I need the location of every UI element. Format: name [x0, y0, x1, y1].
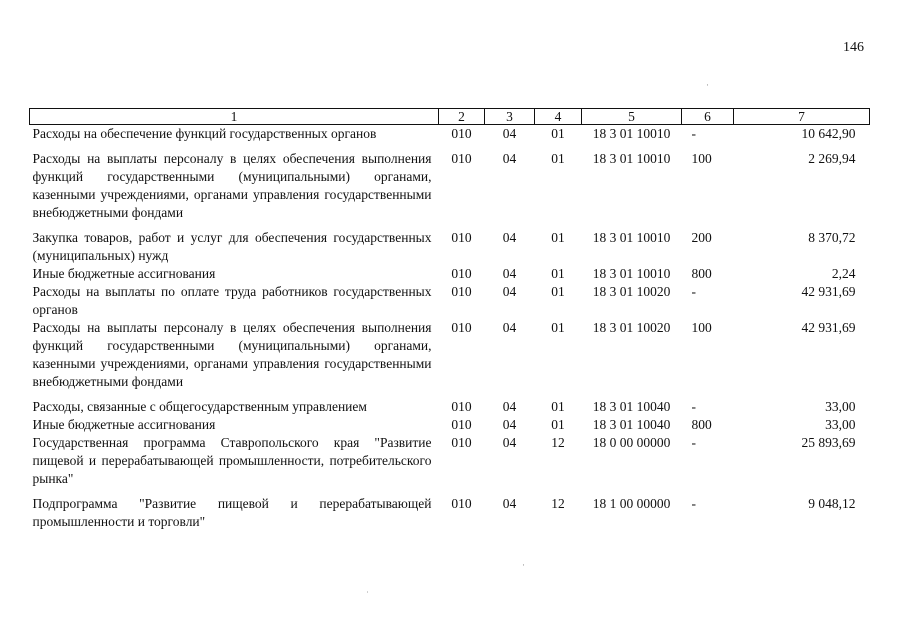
table-row	[30, 398, 870, 416]
row-name: Расходы на выплаты персоналу в целях обеспечения выполнения функций государственными (муниципальными) органами, казенными учреждениями, органами управления государственными внебюджетными фондами	[32, 320, 432, 389]
row-amount: 8 370,72	[808, 230, 856, 245]
row-col-2: 010	[451, 435, 472, 450]
row-col-4: 12	[551, 435, 565, 450]
row-name: Иные бюджетные ассигнования	[32, 266, 216, 281]
row-col-2: 010	[451, 496, 472, 511]
column-header-6: 6	[682, 109, 734, 125]
scan-speck: ·	[706, 80, 709, 90]
row-col-5: 18 3 01 10010	[592, 230, 671, 245]
row-col-6: -	[691, 399, 696, 414]
row-amount: 2,24	[831, 266, 856, 281]
row-col-5: 18 1 00 00000	[592, 496, 671, 511]
row-amount: 25 893,69	[801, 435, 856, 450]
row-col-5: 18 3 01 10020	[592, 320, 671, 335]
row-col-6: 100	[691, 320, 712, 335]
row-name: Закупка товаров, работ и услуг для обеспечения государственных (муниципальных) нужд	[32, 230, 432, 263]
row-col-6: 800	[691, 266, 712, 281]
row-col-2: 010	[451, 151, 472, 166]
table-row	[30, 125, 870, 151]
row-amount: 42 931,69	[801, 284, 856, 299]
row-col-4: 01	[551, 417, 565, 432]
column-header-3: 3	[485, 109, 535, 125]
row-name: Подпрограмма "Развитие пищевой и перерабатывающей промышленности и торговли"	[32, 496, 432, 529]
column-header-4: 4	[535, 109, 582, 125]
row-col-6: 100	[691, 151, 712, 166]
scan-speck: ·	[522, 560, 525, 570]
table-row	[30, 283, 870, 319]
table-row	[30, 495, 870, 531]
row-col-5: 18 3 01 10040	[592, 417, 671, 432]
table-row	[30, 416, 870, 434]
row-col-6: -	[691, 284, 696, 299]
row-col-3: 04	[502, 151, 517, 166]
row-col-4: 01	[551, 399, 565, 414]
row-amount: 33,00	[825, 399, 856, 414]
row-col-3: 04	[502, 399, 517, 414]
row-col-6: 800	[691, 417, 712, 432]
row-name: Расходы, связанные с общегосударственным управлением	[32, 399, 367, 414]
row-col-2: 010	[451, 284, 472, 299]
row-col-3: 04	[502, 126, 517, 141]
page-number: 146	[843, 40, 864, 55]
column-header-1: 1	[30, 109, 439, 125]
table-header-row	[30, 109, 870, 125]
row-col-4: 01	[551, 320, 565, 335]
row-amount: 2 269,94	[808, 151, 856, 166]
table-row	[30, 150, 870, 229]
budget-table	[29, 108, 870, 531]
row-col-2: 010	[451, 399, 472, 414]
row-amount: 42 931,69	[801, 320, 856, 335]
row-col-6: 200	[691, 230, 712, 245]
table-row	[30, 265, 870, 283]
row-col-6: -	[691, 435, 696, 450]
row-col-6: -	[691, 496, 696, 511]
row-col-2: 010	[451, 320, 472, 335]
row-name: Расходы на выплаты персоналу в целях обеспечения выполнения функций государственными (муниципальными) органами, казенными учреждениями, органами управления государственными внебюджетными фондами	[32, 151, 432, 220]
row-col-5: 18 3 01 10010	[592, 266, 671, 281]
table-row	[30, 319, 870, 398]
row-col-5: 18 3 01 10010	[592, 151, 671, 166]
row-name: Государственная программа Ставропольского края "Развитие пищевой и перерабатывающей промышленности, потребительского рынка"	[32, 435, 432, 486]
row-col-3: 04	[502, 230, 517, 245]
row-name: Расходы на выплаты по оплате труда работников государственных органов	[32, 284, 432, 317]
row-col-3: 04	[502, 496, 517, 511]
row-col-6: -	[691, 126, 696, 141]
row-amount: 33,00	[825, 417, 856, 432]
column-header-5: 5	[582, 109, 682, 125]
row-col-4: 01	[551, 266, 565, 281]
row-col-4: 12	[551, 496, 565, 511]
table-row	[30, 229, 870, 265]
row-col-5: 18 3 01 10040	[592, 399, 671, 414]
row-col-2: 010	[451, 417, 472, 432]
scan-speck: ˙	[366, 590, 369, 600]
column-header-2: 2	[439, 109, 485, 125]
row-col-3: 04	[502, 284, 517, 299]
row-name: Иные бюджетные ассигнования	[32, 417, 216, 432]
row-col-5: 18 3 01 10020	[592, 284, 671, 299]
row-col-3: 04	[502, 435, 517, 450]
table-row	[30, 434, 870, 495]
row-amount: 10 642,90	[801, 126, 856, 141]
row-col-3: 04	[502, 320, 517, 335]
row-col-3: 04	[502, 417, 517, 432]
row-col-4: 01	[551, 126, 565, 141]
column-header-7: 7	[734, 109, 870, 125]
row-name: Расходы на обеспечение функций государственных органов	[32, 126, 377, 141]
row-col-2: 010	[451, 266, 472, 281]
row-amount: 9 048,12	[808, 496, 856, 511]
row-col-5: 18 0 00 00000	[592, 435, 671, 450]
row-col-5: 18 3 01 10010	[592, 126, 671, 141]
row-col-4: 01	[551, 151, 565, 166]
row-col-4: 01	[551, 284, 565, 299]
row-col-2: 010	[451, 230, 472, 245]
row-col-4: 01	[551, 230, 565, 245]
row-col-2: 010	[451, 126, 472, 141]
row-col-3: 04	[502, 266, 517, 281]
